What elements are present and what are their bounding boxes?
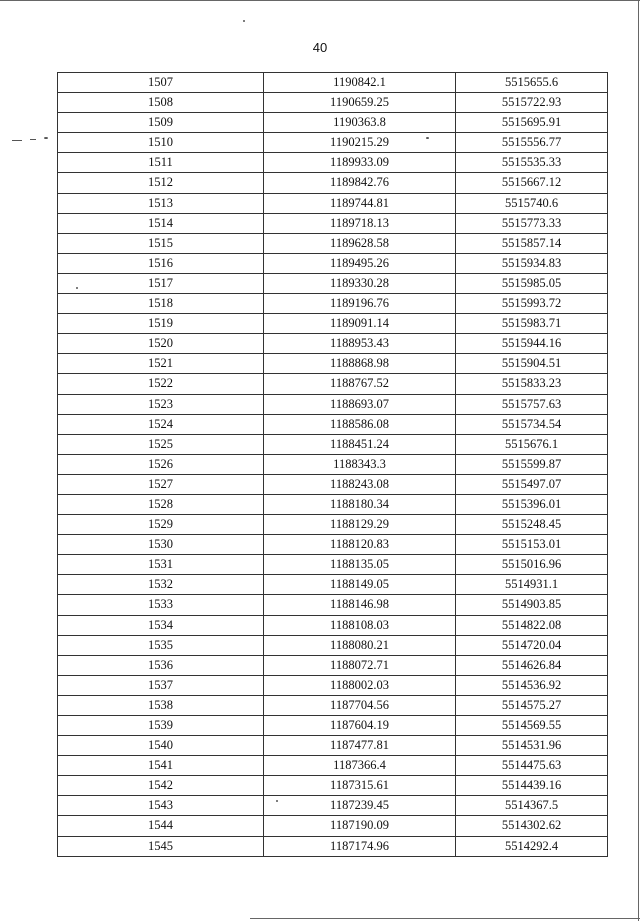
point-number-cell: 1542 bbox=[58, 776, 264, 796]
y-coordinate-cell: 5515833.23 bbox=[456, 374, 608, 394]
x-coordinate-cell: 1189718.13 bbox=[264, 213, 456, 233]
table-row bbox=[58, 93, 608, 113]
scan-speck bbox=[276, 800, 278, 802]
y-coordinate-cell: 5515676.1 bbox=[456, 434, 608, 454]
x-coordinate-cell: 1189495.26 bbox=[264, 253, 456, 273]
point-number-cell: 1534 bbox=[58, 615, 264, 635]
point-number-cell: 1526 bbox=[58, 454, 264, 474]
point-number-cell: 1511 bbox=[58, 153, 264, 173]
table-row bbox=[58, 294, 608, 314]
table-row bbox=[58, 695, 608, 715]
x-coordinate-cell: 1187366.4 bbox=[264, 756, 456, 776]
point-number-cell: 1535 bbox=[58, 635, 264, 655]
point-number-cell: 1536 bbox=[58, 655, 264, 675]
y-coordinate-cell: 5515993.72 bbox=[456, 294, 608, 314]
point-number-cell: 1545 bbox=[58, 836, 264, 856]
y-coordinate-cell: 5515734.54 bbox=[456, 414, 608, 434]
scan-speck bbox=[243, 20, 245, 22]
y-coordinate-cell: 5515740.6 bbox=[456, 193, 608, 213]
x-coordinate-cell: 1188868.98 bbox=[264, 354, 456, 374]
y-coordinate-cell: 5514531.96 bbox=[456, 736, 608, 756]
y-coordinate-cell: 5515934.83 bbox=[456, 253, 608, 273]
x-coordinate-cell: 1188129.29 bbox=[264, 515, 456, 535]
table-row bbox=[58, 374, 608, 394]
x-coordinate-cell: 1190842.1 bbox=[264, 73, 456, 93]
point-number-cell: 1540 bbox=[58, 736, 264, 756]
point-number-cell: 1514 bbox=[58, 213, 264, 233]
x-coordinate-cell: 1188120.83 bbox=[264, 535, 456, 555]
scan-edge-top bbox=[0, 0, 640, 1]
scan-speck bbox=[30, 139, 36, 140]
y-coordinate-cell: 5515944.16 bbox=[456, 334, 608, 354]
y-coordinate-cell: 5514536.92 bbox=[456, 675, 608, 695]
y-coordinate-cell: 5514292.4 bbox=[456, 836, 608, 856]
x-coordinate-cell: 1190363.8 bbox=[264, 113, 456, 133]
x-coordinate-cell: 1189842.76 bbox=[264, 173, 456, 193]
point-number-cell: 1529 bbox=[58, 515, 264, 535]
x-coordinate-cell: 1189091.14 bbox=[264, 314, 456, 334]
y-coordinate-cell: 5515153.01 bbox=[456, 535, 608, 555]
x-coordinate-cell: 1189628.58 bbox=[264, 233, 456, 253]
point-number-cell: 1512 bbox=[58, 173, 264, 193]
y-coordinate-cell: 5514569.55 bbox=[456, 716, 608, 736]
page-number: 40 bbox=[312, 40, 328, 55]
scan-speck bbox=[426, 137, 429, 139]
x-coordinate-cell: 1190215.29 bbox=[264, 133, 456, 153]
point-number-cell: 1517 bbox=[58, 273, 264, 293]
table-row bbox=[58, 233, 608, 253]
scan-edge-right bbox=[638, 0, 639, 921]
y-coordinate-cell: 5514302.62 bbox=[456, 816, 608, 836]
x-coordinate-cell: 1188072.71 bbox=[264, 655, 456, 675]
point-number-cell: 1516 bbox=[58, 253, 264, 273]
y-coordinate-cell: 5514720.04 bbox=[456, 635, 608, 655]
y-coordinate-cell: 5515757.63 bbox=[456, 394, 608, 414]
y-coordinate-cell: 5514626.84 bbox=[456, 655, 608, 675]
point-number-cell: 1539 bbox=[58, 716, 264, 736]
y-coordinate-cell: 5514439.16 bbox=[456, 776, 608, 796]
x-coordinate-cell: 1187477.81 bbox=[264, 736, 456, 756]
point-number-cell: 1527 bbox=[58, 474, 264, 494]
point-number-cell: 1519 bbox=[58, 314, 264, 334]
table-row bbox=[58, 133, 608, 153]
x-coordinate-cell: 1188149.05 bbox=[264, 575, 456, 595]
point-number-cell: 1541 bbox=[58, 756, 264, 776]
point-number-cell: 1531 bbox=[58, 555, 264, 575]
point-number-cell: 1518 bbox=[58, 294, 264, 314]
y-coordinate-cell: 5515904.51 bbox=[456, 354, 608, 374]
y-coordinate-cell: 5515556.77 bbox=[456, 133, 608, 153]
y-coordinate-cell: 5514575.27 bbox=[456, 695, 608, 715]
point-number-cell: 1513 bbox=[58, 193, 264, 213]
x-coordinate-cell: 1187190.09 bbox=[264, 816, 456, 836]
y-coordinate-cell: 5514367.5 bbox=[456, 796, 608, 816]
table-row bbox=[58, 595, 608, 615]
point-number-cell: 1525 bbox=[58, 434, 264, 454]
table-row bbox=[58, 716, 608, 736]
table-row bbox=[58, 354, 608, 374]
x-coordinate-cell: 1188243.08 bbox=[264, 474, 456, 494]
point-number-cell: 1510 bbox=[58, 133, 264, 153]
x-coordinate-cell: 1188767.52 bbox=[264, 374, 456, 394]
x-coordinate-cell: 1188586.08 bbox=[264, 414, 456, 434]
table-row bbox=[58, 615, 608, 635]
table-row bbox=[58, 454, 608, 474]
y-coordinate-cell: 5515396.01 bbox=[456, 494, 608, 514]
table-row bbox=[58, 213, 608, 233]
point-number-cell: 1508 bbox=[58, 93, 264, 113]
point-number-cell: 1507 bbox=[58, 73, 264, 93]
point-number-cell: 1520 bbox=[58, 334, 264, 354]
y-coordinate-cell: 5515016.96 bbox=[456, 555, 608, 575]
y-coordinate-cell: 5514903.85 bbox=[456, 595, 608, 615]
table-row bbox=[58, 836, 608, 856]
table-row bbox=[58, 253, 608, 273]
table-row bbox=[58, 756, 608, 776]
point-number-cell: 1532 bbox=[58, 575, 264, 595]
table-row bbox=[58, 474, 608, 494]
y-coordinate-cell: 5515535.33 bbox=[456, 153, 608, 173]
table-row bbox=[58, 173, 608, 193]
x-coordinate-cell: 1190659.25 bbox=[264, 93, 456, 113]
point-number-cell: 1544 bbox=[58, 816, 264, 836]
point-number-cell: 1522 bbox=[58, 374, 264, 394]
x-coordinate-cell: 1189196.76 bbox=[264, 294, 456, 314]
table-row bbox=[58, 73, 608, 93]
x-coordinate-cell: 1188146.98 bbox=[264, 595, 456, 615]
table-row bbox=[58, 655, 608, 675]
y-coordinate-cell: 5515722.93 bbox=[456, 93, 608, 113]
y-coordinate-cell: 5515497.07 bbox=[456, 474, 608, 494]
y-coordinate-cell: 5515599.87 bbox=[456, 454, 608, 474]
x-coordinate-cell: 1189744.81 bbox=[264, 193, 456, 213]
x-coordinate-cell: 1189330.28 bbox=[264, 273, 456, 293]
x-coordinate-cell: 1189933.09 bbox=[264, 153, 456, 173]
point-number-cell: 1537 bbox=[58, 675, 264, 695]
y-coordinate-cell: 5515667.12 bbox=[456, 173, 608, 193]
scan-speck bbox=[12, 140, 22, 141]
y-coordinate-cell: 5515985.05 bbox=[456, 273, 608, 293]
table-row bbox=[58, 434, 608, 454]
table-row bbox=[58, 535, 608, 555]
coordinates-table bbox=[57, 72, 608, 857]
x-coordinate-cell: 1188002.03 bbox=[264, 675, 456, 695]
x-coordinate-cell: 1187604.19 bbox=[264, 716, 456, 736]
y-coordinate-cell: 5515655.6 bbox=[456, 73, 608, 93]
table-row bbox=[58, 796, 608, 816]
x-coordinate-cell: 1188451.24 bbox=[264, 434, 456, 454]
table-row bbox=[58, 113, 608, 133]
x-coordinate-cell: 1188135.05 bbox=[264, 555, 456, 575]
table-row bbox=[58, 515, 608, 535]
point-number-cell: 1538 bbox=[58, 695, 264, 715]
x-coordinate-cell: 1187704.56 bbox=[264, 695, 456, 715]
point-number-cell: 1524 bbox=[58, 414, 264, 434]
y-coordinate-cell: 5514822.08 bbox=[456, 615, 608, 635]
coordinates-table-body bbox=[58, 73, 608, 857]
point-number-cell: 1530 bbox=[58, 535, 264, 555]
x-coordinate-cell: 1187315.61 bbox=[264, 776, 456, 796]
table-row bbox=[58, 273, 608, 293]
x-coordinate-cell: 1188343.3 bbox=[264, 454, 456, 474]
table-row bbox=[58, 334, 608, 354]
table-row bbox=[58, 314, 608, 334]
point-number-cell: 1515 bbox=[58, 233, 264, 253]
table-row bbox=[58, 736, 608, 756]
y-coordinate-cell: 5514475.63 bbox=[456, 756, 608, 776]
table-row bbox=[58, 193, 608, 213]
table-row bbox=[58, 776, 608, 796]
x-coordinate-cell: 1187174.96 bbox=[264, 836, 456, 856]
y-coordinate-cell: 5514931.1 bbox=[456, 575, 608, 595]
x-coordinate-cell: 1187239.45 bbox=[264, 796, 456, 816]
point-number-cell: 1528 bbox=[58, 494, 264, 514]
table-row bbox=[58, 414, 608, 434]
scan-speck bbox=[44, 137, 48, 139]
x-coordinate-cell: 1188953.43 bbox=[264, 334, 456, 354]
y-coordinate-cell: 5515983.71 bbox=[456, 314, 608, 334]
point-number-cell: 1523 bbox=[58, 394, 264, 414]
x-coordinate-cell: 1188108.03 bbox=[264, 615, 456, 635]
y-coordinate-cell: 5515695.91 bbox=[456, 113, 608, 133]
x-coordinate-cell: 1188693.07 bbox=[264, 394, 456, 414]
table-row bbox=[58, 153, 608, 173]
scan-speck bbox=[76, 287, 78, 289]
x-coordinate-cell: 1188180.34 bbox=[264, 494, 456, 514]
table-row bbox=[58, 494, 608, 514]
table-row bbox=[58, 675, 608, 695]
point-number-cell: 1533 bbox=[58, 595, 264, 615]
scan-edge-bottom bbox=[250, 918, 640, 919]
table-row bbox=[58, 816, 608, 836]
table-row bbox=[58, 555, 608, 575]
point-number-cell: 1509 bbox=[58, 113, 264, 133]
y-coordinate-cell: 5515773.33 bbox=[456, 213, 608, 233]
point-number-cell: 1543 bbox=[58, 796, 264, 816]
y-coordinate-cell: 5515248.45 bbox=[456, 515, 608, 535]
table-row bbox=[58, 635, 608, 655]
table-row bbox=[58, 394, 608, 414]
point-number-cell: 1521 bbox=[58, 354, 264, 374]
x-coordinate-cell: 1188080.21 bbox=[264, 635, 456, 655]
table-row bbox=[58, 575, 608, 595]
y-coordinate-cell: 5515857.14 bbox=[456, 233, 608, 253]
